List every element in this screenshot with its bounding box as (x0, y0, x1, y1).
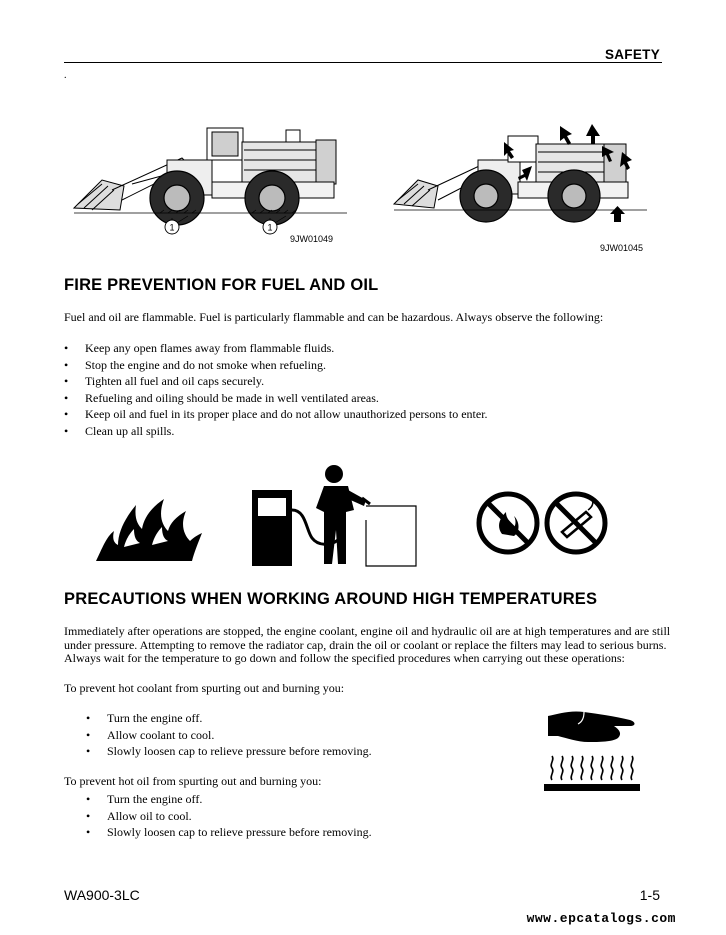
intro-line: under pressure. Attempting to remove the radiator cap, drain the oil or coolant or replace the filters may lead to serious burns. (64, 637, 667, 652)
list-item: • Refueling and oiling should be made in well ventilated areas. (64, 390, 664, 407)
callout-1-right: 1 (267, 222, 273, 233)
stray-dot: . (64, 70, 67, 81)
list-item: • Keep oil and fuel in its proper place and do not allow unauthorized persons to enter. (64, 406, 664, 423)
refueling-icon (250, 460, 420, 570)
wheel-loader-side-illustration (72, 120, 352, 240)
list-item: • Keep any open flames away from flammable fluids. (64, 340, 664, 357)
hot-surface-hand-icon (544, 708, 640, 794)
header-rule (64, 62, 662, 63)
wheel-loader-fill-points-illustration (392, 118, 652, 238)
oil-lead: To prevent hot oil from spurting out and burning you: (64, 774, 322, 788)
oil-list (86, 791, 506, 841)
high-temperatures-heading: PRECAUTIONS WHEN WORKING AROUND HIGH TEMPERATURES (64, 590, 598, 608)
fire-prevention-list (64, 340, 664, 439)
section-title: SAFETY (604, 47, 660, 62)
list-item: • Allow coolant to cool. (86, 727, 506, 744)
footer-model: WA900-3LC (64, 887, 140, 903)
coolant-list (86, 710, 506, 760)
watermark-url: www.epcatalogs.com (526, 911, 676, 926)
list-item: • Allow oil to cool. (86, 808, 506, 825)
list-item: • Turn the engine off. (86, 710, 506, 727)
list-item: • Turn the engine off. (86, 791, 506, 808)
flame-icon (94, 495, 204, 565)
list-item: • Tighten all fuel and oil caps securely. (64, 373, 664, 390)
intro-line: Immediately after operations are stopped, the engine coolant, engine oil and hydraulic oil are at high temperatures and are still (64, 624, 671, 638)
fire-prevention-intro: Fuel and oil are flammable. Fuel is particularly flammable and can be hazardous. Always observe the following: (64, 310, 604, 324)
page-number: 1-5 (639, 887, 660, 903)
intro-line: Always wait for the temperature to go down and follow the specified procedures when carrying out these operations: (64, 651, 625, 665)
list-item: • Stop the engine and do not smoke when refueling. (64, 357, 664, 374)
callout-1-left: 1 (169, 222, 175, 233)
list-item: • Slowly loosen cap to relieve pressure before removing. (86, 824, 506, 841)
figure-code-right: 9JW01045 (600, 243, 644, 253)
high-temperatures-intro (64, 625, 674, 666)
list-item: • Clean up all spills. (64, 423, 664, 440)
no-open-flame-no-smoking-icons (476, 490, 610, 556)
fire-prevention-heading: FIRE PREVENTION FOR FUEL AND OIL (64, 276, 379, 294)
coolant-lead: To prevent hot coolant from spurting out and burning you: (64, 681, 345, 695)
list-item: • Slowly loosen cap to relieve pressure before removing. (86, 743, 506, 760)
figure-code-left: 9JW01049 (290, 234, 334, 244)
